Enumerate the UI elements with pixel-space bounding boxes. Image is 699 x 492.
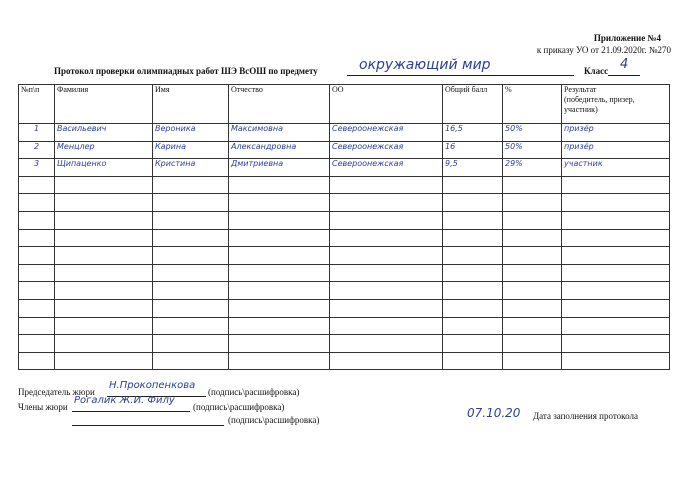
- cell-empty: [153, 299, 229, 317]
- cell-empty: [19, 264, 55, 282]
- members-hint-1: (подпись\расшифровка): [193, 402, 285, 412]
- subject-value: окружающий мир: [359, 57, 491, 73]
- cell-empty: [503, 211, 562, 229]
- cell-empty: [443, 229, 503, 247]
- cell-empty: [562, 247, 670, 265]
- cell-empty: [55, 299, 153, 317]
- cell-empty: [19, 247, 55, 265]
- cell-result: участник: [562, 159, 670, 177]
- cell-percent: 50%: [503, 124, 562, 142]
- cell-empty: [55, 194, 153, 212]
- cell-result: призёр: [562, 124, 670, 142]
- table-row-empty: [19, 229, 670, 247]
- cell-empty: [19, 194, 55, 212]
- table-row: [19, 124, 670, 142]
- chair-hint: (подпись\расшифровка): [208, 387, 300, 397]
- results-table: [18, 84, 670, 370]
- cell-num: 3: [19, 159, 55, 177]
- cell-empty: [153, 229, 229, 247]
- cell-patronymic: Дмитриевна: [229, 159, 330, 177]
- cell-empty: [503, 335, 562, 353]
- cell-patronymic: Максимовна: [229, 124, 330, 142]
- cell-empty: [443, 247, 503, 265]
- cell-empty: [562, 264, 670, 282]
- chair-signature: Н.Прокопенкова: [109, 380, 196, 391]
- cell-school: Североонежская: [330, 141, 443, 159]
- cell-empty: [562, 282, 670, 300]
- cell-surname: Менцлер: [55, 141, 153, 159]
- members-hint-2: (подпись\расшифровка): [228, 415, 320, 425]
- cell-empty: [153, 317, 229, 335]
- col-header-name: Имя: [153, 85, 229, 124]
- cell-name: Вероника: [153, 124, 229, 142]
- cell-patronymic: Александровна: [229, 141, 330, 159]
- table-row-empty: [19, 176, 670, 194]
- chair-label: Председатель жюри: [18, 387, 95, 397]
- cell-empty: [19, 282, 55, 300]
- cell-empty: [330, 335, 443, 353]
- cell-empty: [443, 317, 503, 335]
- members-label: Члены жюри: [18, 402, 68, 412]
- cell-empty: [330, 211, 443, 229]
- cell-empty: [229, 194, 330, 212]
- cell-empty: [19, 211, 55, 229]
- cell-score: 16: [443, 141, 503, 159]
- cell-empty: [153, 264, 229, 282]
- cell-empty: [229, 247, 330, 265]
- cell-empty: [503, 264, 562, 282]
- cell-empty: [19, 335, 55, 353]
- table-row-empty: [19, 335, 670, 353]
- cell-empty: [55, 176, 153, 194]
- cell-empty: [55, 282, 153, 300]
- class-value: 4: [620, 57, 629, 72]
- table-row: [19, 141, 670, 159]
- order-reference: к приказу УО от 21.09.2020г. №270: [536, 45, 671, 55]
- cell-empty: [503, 194, 562, 212]
- cell-name: Карина: [153, 141, 229, 159]
- cell-empty: [55, 335, 153, 353]
- cell-empty: [503, 352, 562, 370]
- cell-empty: [19, 176, 55, 194]
- cell-empty: [562, 194, 670, 212]
- cell-surname: Щипаценко: [55, 159, 153, 177]
- cell-empty: [503, 229, 562, 247]
- member-signature-line: [72, 395, 190, 412]
- cell-empty: [229, 229, 330, 247]
- cell-empty: [443, 176, 503, 194]
- cell-empty: [503, 317, 562, 335]
- table-row-empty: [19, 247, 670, 265]
- cell-name: Кристина: [153, 159, 229, 177]
- table-row-empty: [19, 317, 670, 335]
- member-signature: Рогалик Ж.И. Филу: [74, 395, 175, 406]
- table-row-empty: [19, 264, 670, 282]
- col-header-score: Общий балл: [443, 85, 503, 124]
- annex-label: Приложение №4: [593, 33, 661, 43]
- cell-empty: [153, 194, 229, 212]
- cell-empty: [229, 176, 330, 194]
- cell-empty: [55, 317, 153, 335]
- table-row-empty: [19, 352, 670, 370]
- cell-empty: [562, 352, 670, 370]
- cell-empty: [229, 299, 330, 317]
- cell-empty: [330, 264, 443, 282]
- cell-empty: [19, 299, 55, 317]
- cell-empty: [229, 211, 330, 229]
- subject-underline: [347, 58, 574, 76]
- member-signature-line-2: [72, 414, 224, 426]
- cell-empty: [562, 211, 670, 229]
- cell-empty: [443, 194, 503, 212]
- cell-empty: [330, 299, 443, 317]
- table-row-empty: [19, 299, 670, 317]
- col-header-number: №п\п: [19, 85, 55, 124]
- cell-empty: [330, 247, 443, 265]
- cell-empty: [562, 299, 670, 317]
- cell-empty: [153, 247, 229, 265]
- cell-empty: [503, 247, 562, 265]
- cell-percent: 29%: [503, 159, 562, 177]
- col-header-school: ОО: [330, 85, 443, 124]
- cell-empty: [443, 299, 503, 317]
- cell-empty: [229, 335, 330, 353]
- cell-empty: [55, 247, 153, 265]
- cell-empty: [19, 352, 55, 370]
- cell-empty: [229, 264, 330, 282]
- cell-empty: [503, 282, 562, 300]
- col-header-result: Результат (победитель, призер, участник): [562, 85, 670, 124]
- fill-date-label: Дата заполнения протокола: [533, 411, 638, 421]
- cell-empty: [19, 229, 55, 247]
- col-header-surname: Фамилия: [55, 85, 153, 124]
- table-row-empty: [19, 194, 670, 212]
- cell-empty: [503, 299, 562, 317]
- cell-empty: [330, 176, 443, 194]
- cell-empty: [443, 211, 503, 229]
- cell-empty: [19, 317, 55, 335]
- class-label: Класс: [584, 66, 609, 76]
- cell-empty: [562, 229, 670, 247]
- cell-school: Североонежская: [330, 159, 443, 177]
- cell-empty: [229, 317, 330, 335]
- cell-empty: [503, 176, 562, 194]
- cell-empty: [562, 335, 670, 353]
- cell-score: 9,5: [443, 159, 503, 177]
- table-row-empty: [19, 211, 670, 229]
- cell-empty: [55, 211, 153, 229]
- cell-empty: [153, 282, 229, 300]
- cell-empty: [330, 194, 443, 212]
- cell-empty: [153, 211, 229, 229]
- cell-surname: Васильевич: [55, 124, 153, 142]
- cell-result: призёр: [562, 141, 670, 159]
- cell-score: 16,5: [443, 124, 503, 142]
- cell-num: 2: [19, 141, 55, 159]
- cell-num: 1: [19, 124, 55, 142]
- cell-empty: [55, 264, 153, 282]
- class-underline: [608, 57, 640, 76]
- cell-empty: [443, 264, 503, 282]
- cell-empty: [443, 352, 503, 370]
- col-header-percent: %: [503, 85, 562, 124]
- cell-empty: [330, 352, 443, 370]
- table-row-empty: [19, 282, 670, 300]
- cell-empty: [229, 352, 330, 370]
- cell-empty: [562, 317, 670, 335]
- table-header-row: [19, 85, 670, 124]
- cell-percent: 50%: [503, 141, 562, 159]
- cell-empty: [229, 282, 330, 300]
- cell-school: Североонежская: [330, 124, 443, 142]
- cell-empty: [55, 229, 153, 247]
- cell-empty: [330, 282, 443, 300]
- cell-empty: [443, 335, 503, 353]
- cell-empty: [562, 176, 670, 194]
- cell-empty: [153, 335, 229, 353]
- protocol-title: Протокол проверки олимпиадных работ ШЭ ВсОШ по предмету: [54, 66, 318, 76]
- col-header-patronymic: Отчество: [229, 85, 330, 124]
- cell-empty: [55, 352, 153, 370]
- fill-date: 07.10.20: [467, 406, 521, 420]
- cell-empty: [330, 317, 443, 335]
- cell-empty: [443, 282, 503, 300]
- table-row: [19, 159, 670, 177]
- cell-empty: [153, 352, 229, 370]
- cell-empty: [330, 229, 443, 247]
- cell-empty: [153, 176, 229, 194]
